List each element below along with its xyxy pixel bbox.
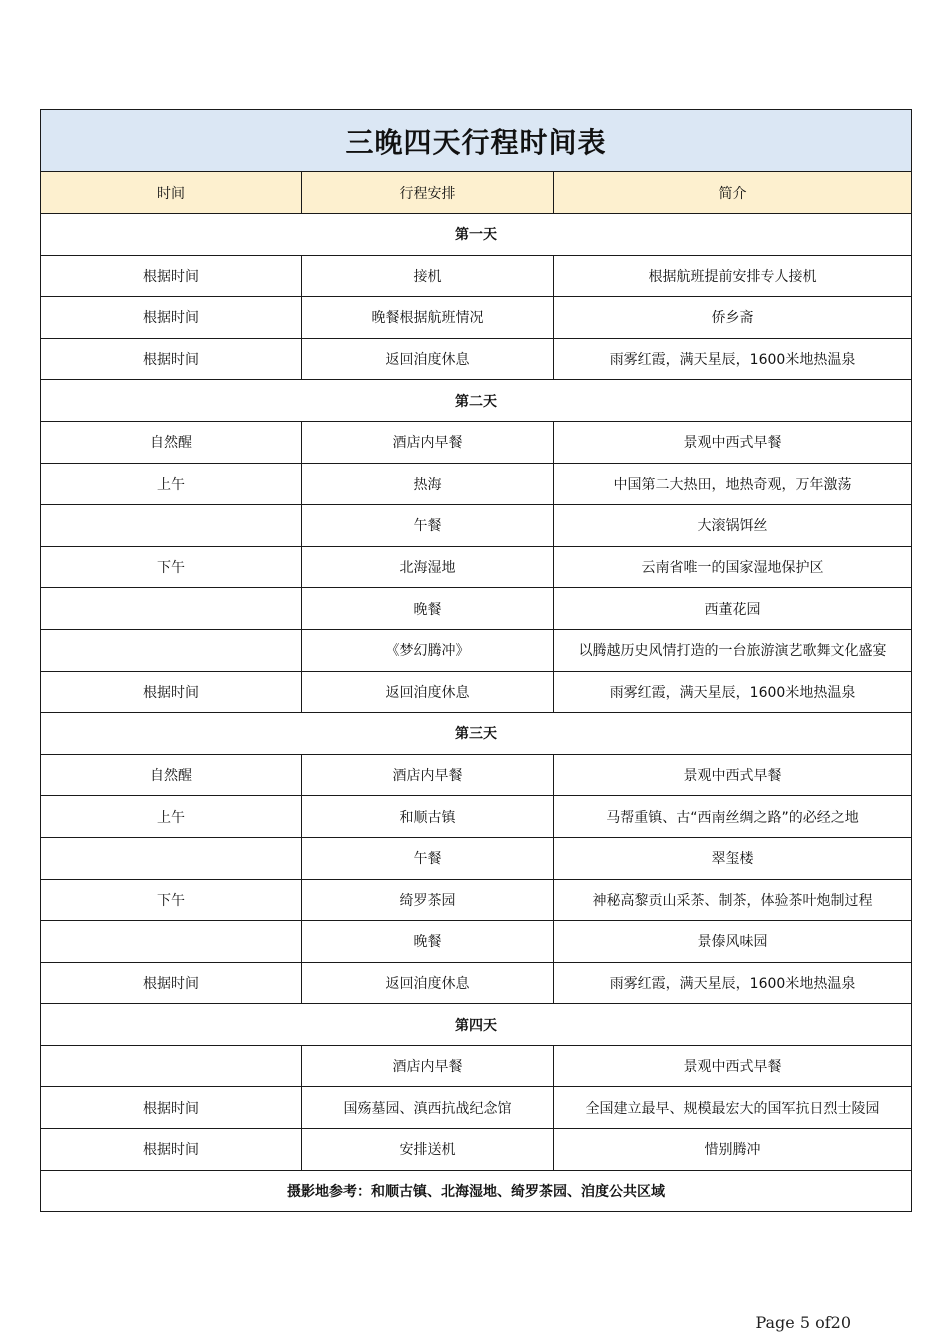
time-cell	[41, 1045, 302, 1087]
itinerary-table	[40, 109, 912, 1212]
description-cell: 景观中西式早餐	[554, 421, 912, 463]
table-title: 三晚四天行程时间表	[41, 110, 912, 172]
schedule-cell: 返回洎度休息	[302, 338, 554, 380]
description-cell: 根据航班提前安排专人接机	[554, 255, 912, 297]
table-row	[41, 671, 912, 713]
day-label: 第四天	[41, 1004, 912, 1046]
day-header-row	[41, 1004, 912, 1046]
table-row	[41, 338, 912, 380]
description-cell: 侨乡斋	[554, 297, 912, 339]
table-row	[41, 505, 912, 547]
title-row	[41, 110, 912, 172]
table-row	[41, 546, 912, 588]
description-cell: 中国第二大热田，地热奇观，万年激荡	[554, 463, 912, 505]
header-time: 时间	[41, 172, 302, 214]
description-cell: 惜别腾冲	[554, 1129, 912, 1171]
time-cell	[41, 629, 302, 671]
description-cell: 雨雾红霞，满天星辰，1600米地热温泉	[554, 962, 912, 1004]
day-header-row	[41, 380, 912, 422]
schedule-cell: 酒店内早餐	[302, 754, 554, 796]
table-row	[41, 1087, 912, 1129]
schedule-cell: 绮罗茶园	[302, 879, 554, 921]
schedule-cell: 晚餐	[302, 588, 554, 630]
time-cell	[41, 505, 302, 547]
schedule-cell: 《梦幻腾冲》	[302, 629, 554, 671]
schedule-cell: 和顺古镇	[302, 796, 554, 838]
table-row	[41, 962, 912, 1004]
header-description: 简介	[554, 172, 912, 214]
schedule-cell: 返回洎度休息	[302, 671, 554, 713]
time-cell: 上午	[41, 463, 302, 505]
description-cell: 大滚锅饵丝	[554, 505, 912, 547]
description-cell: 全国建立最早、规模最宏大的国军抗日烈士陵园	[554, 1087, 912, 1129]
schedule-cell: 酒店内早餐	[302, 421, 554, 463]
description-cell: 景傣风味园	[554, 921, 912, 963]
time-cell: 根据时间	[41, 338, 302, 380]
schedule-cell: 午餐	[302, 505, 554, 547]
description-cell: 雨雾红霞，满天星辰，1600米地热温泉	[554, 338, 912, 380]
time-cell: 自然醒	[41, 421, 302, 463]
description-cell: 雨雾红霞，满天星辰，1600米地热温泉	[554, 671, 912, 713]
description-cell: 景观中西式早餐	[554, 1045, 912, 1087]
schedule-cell: 晚餐根据航班情况	[302, 297, 554, 339]
table-row	[41, 463, 912, 505]
schedule-cell: 酒店内早餐	[302, 1045, 554, 1087]
header-row	[41, 172, 912, 214]
description-cell: 云南省唯一的国家湿地保护区	[554, 546, 912, 588]
time-cell: 根据时间	[41, 297, 302, 339]
time-cell: 根据时间	[41, 962, 302, 1004]
time-cell: 根据时间	[41, 1129, 302, 1171]
time-cell: 自然醒	[41, 754, 302, 796]
description-cell: 马帮重镇、古“西南丝绸之路”的必经之地	[554, 796, 912, 838]
time-cell	[41, 837, 302, 879]
table-row	[41, 879, 912, 921]
time-cell: 下午	[41, 546, 302, 588]
time-cell: 根据时间	[41, 1087, 302, 1129]
footer-row	[41, 1170, 912, 1212]
table-row	[41, 255, 912, 297]
header-schedule: 行程安排	[302, 172, 554, 214]
day-label: 第三天	[41, 713, 912, 755]
time-cell	[41, 921, 302, 963]
day-label: 第一天	[41, 214, 912, 256]
photo-locations-note: 摄影地参考：和顺古镇、北海湿地、绮罗茶园、洎度公共区域	[41, 1170, 912, 1212]
schedule-cell: 安排送机	[302, 1129, 554, 1171]
schedule-cell: 热海	[302, 463, 554, 505]
schedule-cell: 返回洎度休息	[302, 962, 554, 1004]
schedule-cell: 接机	[302, 255, 554, 297]
table-row	[41, 588, 912, 630]
page-number: Page 5 of20	[755, 1313, 851, 1332]
description-cell: 翠玺楼	[554, 837, 912, 879]
table-row	[41, 1045, 912, 1087]
time-cell: 下午	[41, 879, 302, 921]
schedule-cell: 国殇墓园、滇西抗战纪念馆	[302, 1087, 554, 1129]
table-row	[41, 1129, 912, 1171]
description-cell: 神秘高黎贡山采茶、制茶，体验茶叶炮制过程	[554, 879, 912, 921]
time-cell: 根据时间	[41, 255, 302, 297]
time-cell: 上午	[41, 796, 302, 838]
schedule-cell: 午餐	[302, 837, 554, 879]
table-row	[41, 921, 912, 963]
day-header-row	[41, 214, 912, 256]
day-header-row	[41, 713, 912, 755]
table-row	[41, 421, 912, 463]
table-row	[41, 754, 912, 796]
table-row	[41, 629, 912, 671]
table-row	[41, 837, 912, 879]
table-row	[41, 297, 912, 339]
description-cell: 以腾越历史风情打造的一台旅游演艺歌舞文化盛宴	[554, 629, 912, 671]
table-row	[41, 796, 912, 838]
day-label: 第二天	[41, 380, 912, 422]
time-cell	[41, 588, 302, 630]
schedule-cell: 北海湿地	[302, 546, 554, 588]
description-cell: 景观中西式早餐	[554, 754, 912, 796]
schedule-cell: 晚餐	[302, 921, 554, 963]
description-cell: 西董花园	[554, 588, 912, 630]
time-cell: 根据时间	[41, 671, 302, 713]
